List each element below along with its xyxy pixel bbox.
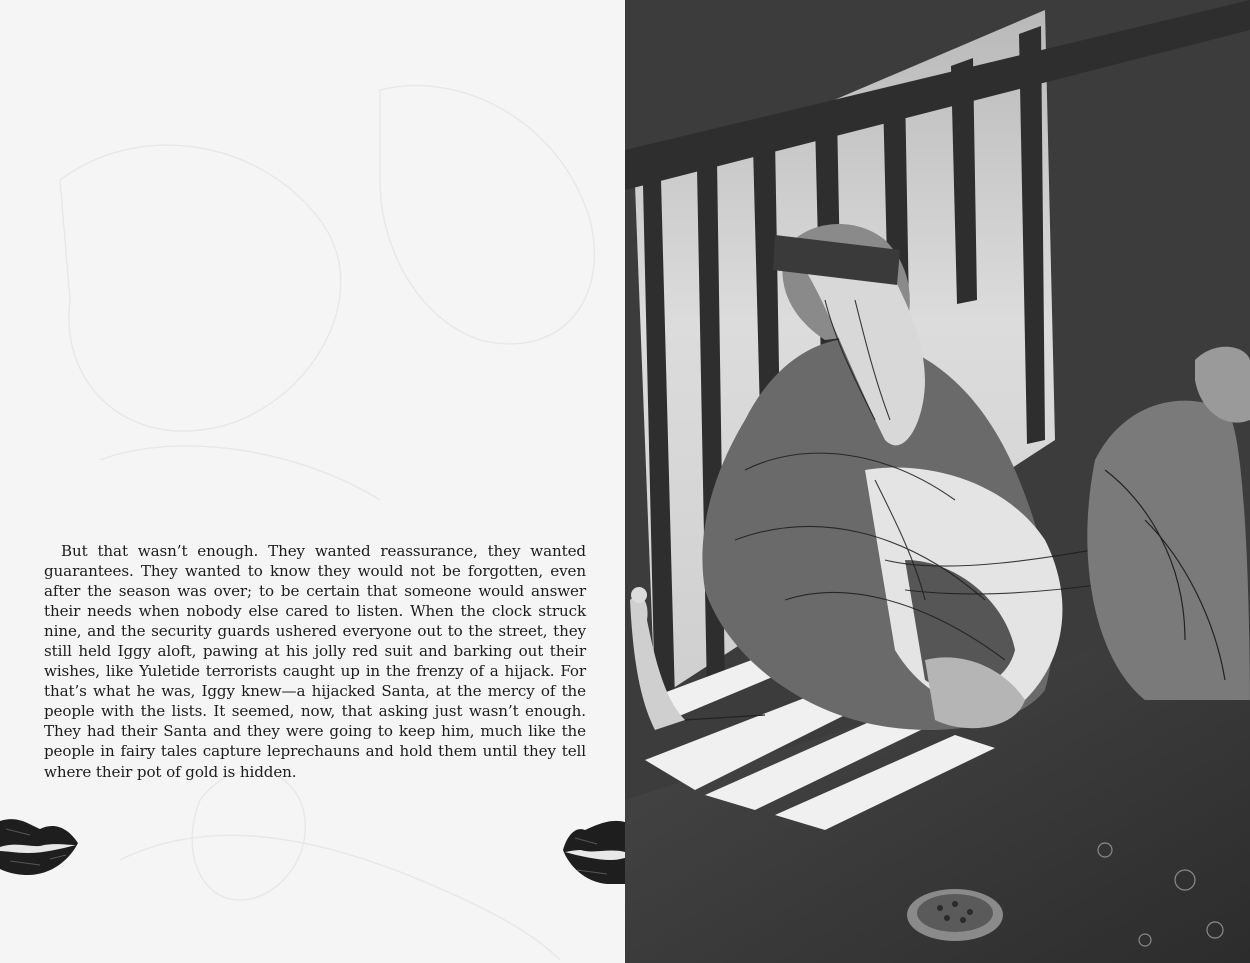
illustration-santa-behind-bars bbox=[625, 0, 1250, 963]
lips-ornament-right-icon bbox=[563, 818, 625, 884]
lips-ornament-left-icon bbox=[0, 815, 78, 877]
story-paragraph: But that wasn’t enough. They wanted reassurance, they wanted guarantees. They wanted to know they would not be forgotten, even after the season was over; to be certain that someone would answer their needs when nobody else cared to listen. When the clock struck nine, and the security guards ushered everyone out to the street, they still held Iggy aloft, pawing at his jolly red suit and barking out their wishes, like Yuletide terrorists caught up in the frenzy of a hijack. For that’s what he was, Iggy knew—a hijacked Santa, at the mercy of the people with the lists. It seemed, now, that asking just wasn’t enough. They had their Santa and they were going to keep him, much like the people in fairy tales capture leprechauns and hold them until they tell where their pot of gold is hidden. bbox=[44, 542, 586, 781]
right-page bbox=[625, 0, 1250, 963]
